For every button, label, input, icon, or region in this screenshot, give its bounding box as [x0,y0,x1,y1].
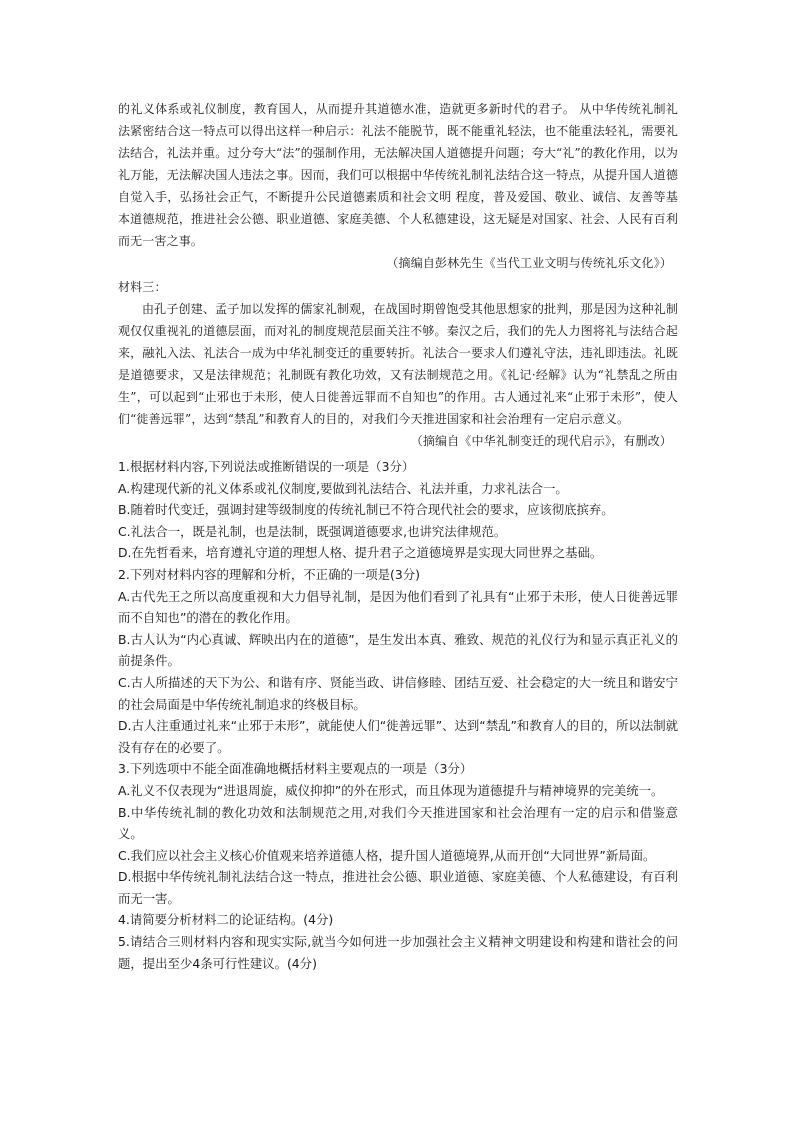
question-option: B.中华传统礼制的教化功效和法制规范之用,对我们今天推进国家和社会治理有一定的启示和借鉴意义。 [118,804,678,842]
question-stem: 2.下列对材料内容的理解和分析，不正确的一项是(3分) [118,566,420,582]
material-three-section [118,276,678,452]
question-option: C.礼法合一，既是礼制，也是法制，既强调道德要求,也讲究法律规范。 [118,523,507,539]
exam-page [118,98,678,974]
question-stem: 5.请结合三则材料内容和现实实际,就当今如何进一步加强社会主义精神文明建设和构建和谐社会的问题，提出至少4条可行性建议。(4分) [118,934,678,971]
question-option: D.根据中华传统礼制礼法结合这一特点，推进社会公德、职业道德、家庭美德、个人私德建设，有百利而无一害。 [118,869,678,906]
material-three-body: 由孔子创建、孟子加以发挥的儒家礼制观，在战国时期曾饱受其他思想家的批判，那是因为这种礼制观仅仅重视礼的道德层面，而对礼的制度规范层面关注不够。秦汉之后，我们的先人力图将礼与法结合起来，融礼入法、礼法合一成为中华礼制变迁的重要转折。礼法合一要求人们遵礼守法，违礼即违法。礼既是道德要求，又是法律规范；礼制既有教化功效，又有法制规范之用。《礼记·经解》认为“礼禁乱之所由生”，可以起到“止邪也于未形，使人日徙善远罪而不自知也”的作用。古人通过礼来“止邪于未形”，使人们“徙善远罪”，达到“禁乱”和教育人的目的，对我们今天推进国家和社会治理有一定启示意义。 [118,302,678,426]
question-option: A.古代先王之所以高度重视和大力倡导礼制，是因为他们看到了礼具有“止邪于未形，使人日徙善远罪而不自知也”的潜在的教化作用。 [118,588,678,626]
question-stem: 3.下列选项中不能全面准确地概括材料主要观点的一项是（3分） [118,761,473,777]
question-2 [118,564,678,758]
question-option: A.构建现代新的礼义体系或礼仪制度,要做到礼法结合、礼法并重，力求礼法合一。 [118,480,568,496]
questions-section [118,456,678,974]
question-option: C.我们应以社会主义核心价值观来培养道德人格，提升国人道德境界,从而开创“大同世界”新局面。 [118,847,656,863]
material-three-label: 材料三： [118,280,167,294]
material-two-section [118,98,678,274]
question-option: B.随着时代变迁，强调封建等级制度的传统礼制已不符合现代社会的要求，应该彻底摈弃。 [118,502,614,518]
question-4 [118,909,678,931]
question-1 [118,456,678,564]
material-three-source: （摘编自《中华礼制变迁的现代启示》，有删改） [410,434,672,448]
question-option: D.在先哲看来，培育遵礼守道的理想人格、提升君子之道德境界是实现大同世界之基础。 [118,545,603,561]
question-option: B.古人认为“内心真诚、辉映出内在的道德”，是生发出本真、雅致、规范的礼仪行为和显示真正礼义的前提条件。 [118,631,678,669]
material-two-body: 的礼义体系或礼仪制度，教育国人，从而提升其道德水准，造就更多新时代的君子。 从中华传统礼制礼法紧密结合这一特点可以得出这样一种启示：礼法不能脱节，既不能重礼轻法，也不能重法轻礼，需要礼法结合，礼法并重。过分夸大“法”的强制作用，无法解决国人道德提升问题；夸大“礼”的教化作用，以为礼万能，无法解决国人违法之事。因而，我们可以根据中华传统礼制礼法结合这一特点，从提升国人道德自觉入手，弘扬社会正气，不断提升公民道德素质和社会文明 程度，普及爱国、敬业、诚信、友善等基本道德规范，推进社会公德、职业道德、家庭美德、个人私德建设，这无疑是对国家、社会、人民有百利而无一害之事。 [118,102,678,248]
material-two-source: （摘编自彭林先生《当代工业文明与传统礼乐文化》） [386,256,672,270]
question-5 [118,931,678,974]
question-stem: 1.根据材料内容,下列说法或推断错误的一项是（3分） [118,459,415,474]
question-3 [118,758,678,909]
question-option: A.礼义不仅表现为“进退周旋，威仪抑抑”的外在形式，而且体现为道德提升与精神境界的完美统一。 [118,782,664,798]
question-option: C.古人所描述的天下为公、和谐有序、贤能当政、讲信修睦、团结互爱、社会稳定的大一统且和谐安宁的社会局面是中华传统礼制追求的终极目标。 [118,674,678,712]
question-option: D.古人注重通过礼来“止邪于未形”，就能使人们“徙善远罪”、达到“禁乱”和教育人的目的，所以法制就没有存在的必要了。 [118,718,679,755]
question-stem: 4.请简要分析材料二的论证结构。(4分) [118,912,334,928]
